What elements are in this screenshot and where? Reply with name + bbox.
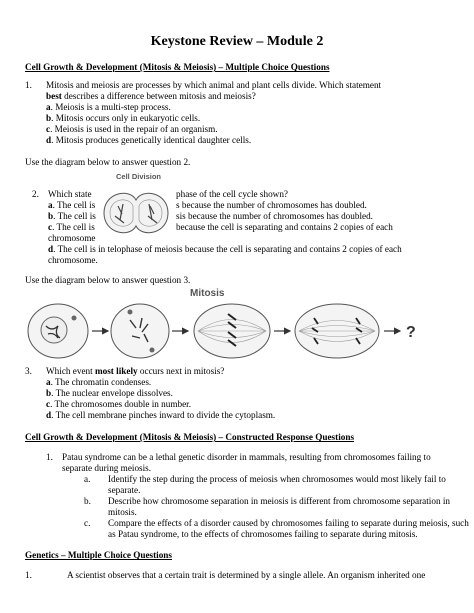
cr1-stem-line2: separate during meiosis.	[62, 463, 152, 473]
q2-option-c-right: because the cell is separating and contains 2 copies of each	[176, 222, 393, 232]
cr1-b-line1: Describe how chromosome separation in meiosis is different from chromosome separation in	[108, 496, 450, 506]
dividing-cell-figure	[96, 168, 176, 244]
cr1-a-line1: Identify the step during the process of meiosis when chromosomes would most likely fail to	[108, 474, 446, 484]
cr1-b-letter: b.	[84, 496, 91, 506]
cr1-number: 1.	[46, 452, 53, 462]
q2-option-d: d. The cell is in telophase of meiosis because the cell is separating and contains 2 copies of each	[48, 244, 402, 254]
q3-stem: Which event most likely occurs next in mitosis?	[46, 366, 225, 376]
stage-3-cell	[194, 304, 270, 358]
cr1-stem-line1: Patau syndrome can be a lethal genetic disorder in mammals, resulting from chromosomes failing to	[62, 452, 431, 462]
cr1-c-line1: Compare the effects of a disorder caused by chromosomes failing to separate during meiosis, such	[108, 518, 469, 528]
q2-option-d-cont: chromosome.	[48, 255, 98, 265]
page-title: Keystone Review – Module 2	[150, 34, 324, 49]
q1-option-d: d. Mitosis produces genetically identical daughter cells.	[46, 135, 252, 145]
stage-4-cell	[295, 304, 379, 358]
cr1-a-line2: separate.	[108, 485, 141, 495]
q1-stem-line1: Mitosis and meiosis are processes by which animal and plant cells divide. Which statement	[46, 80, 382, 90]
q3-option-c: c. The chromosomes double in number.	[46, 399, 192, 409]
q2-option-b-left: b. The cell is	[48, 211, 96, 221]
cell-division-label: Cell Division	[116, 172, 162, 181]
mitosis-label: Mitosis	[190, 288, 225, 299]
q2-stem-right: phase of the cell cycle shown?	[176, 189, 288, 199]
q1-number: 1.	[25, 80, 32, 90]
cell-division-diagram	[96, 168, 176, 244]
q1-stem-line2: best describes a difference between mitosis and meiosis?	[46, 91, 256, 101]
q1-option-a: a. Meiosis is a multi-step process.	[46, 102, 171, 112]
cr1-c-line2: as Patau syndrome, to the effects of chromosomes failing to separate during mitosis.	[108, 529, 418, 539]
q3-option-d: d. The cell membrane pinches inward to divide the cytoplasm.	[46, 410, 276, 420]
q3-option-a: a. The chromatin condenses.	[46, 377, 152, 387]
diagram-instruction-2: Use the diagram below to answer question 2.	[25, 157, 191, 167]
mitosis-stages-figure	[22, 300, 422, 362]
q1-option-c: c. Meiosis is used in the repair of an organism.	[46, 124, 218, 134]
q2-number: 2.	[32, 189, 39, 199]
cr1-b-line2: mitosis.	[108, 507, 137, 517]
question-mark: ?	[406, 324, 416, 341]
q3-number: 3.	[25, 366, 32, 376]
diagram-instruction-3: Use the diagram below to answer question 3.	[25, 275, 191, 285]
q2-option-a-right: s because the number of chromosomes has doubled.	[176, 200, 367, 210]
stage-1-cell	[28, 304, 88, 358]
q2-option-a-left: a. The cell is	[48, 200, 96, 210]
q2-stem-left: Which state	[48, 189, 92, 199]
q2-option-c-cont: chromosome	[48, 233, 96, 243]
stage-2-cell	[111, 304, 169, 358]
q3-option-b: b. The nuclear envelope dissolves.	[46, 388, 173, 398]
cr1-c-letter: c.	[84, 518, 91, 528]
q2-option-b-right: sis because the number of chromosomes has doubled.	[176, 211, 373, 221]
q2-option-c-left: c. The cell is	[48, 222, 95, 232]
section-heading-mc: Cell Growth & Development (Mitosis & Meiosis) – Multiple Choice Questions	[25, 62, 330, 72]
cr1-a-letter: a.	[84, 474, 91, 484]
g1-number: 1.	[25, 570, 32, 580]
q1-option-b: b. Mitosis occurs only in eukaryotic cells.	[46, 113, 201, 123]
g1-stem: A scientist observes that a certain trait is determined by a single allele. An organism inherited one	[67, 570, 426, 580]
section-heading-genetics: Genetics – Multiple Choice Questions	[25, 550, 172, 560]
section-heading-cr: Cell Growth & Development (Mitosis & Meiosis) – Constructed Response Questions	[25, 432, 355, 442]
